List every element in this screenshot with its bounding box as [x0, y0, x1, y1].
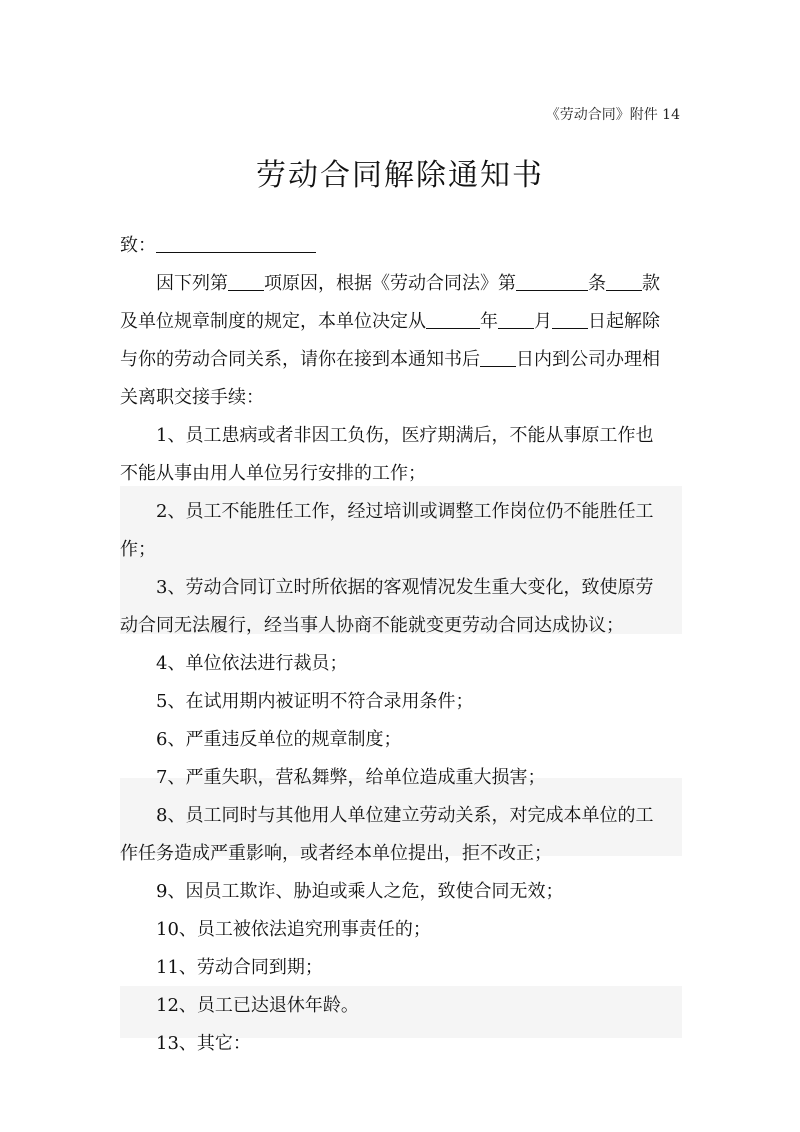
- intro-line-4: 关离职交接手续：: [120, 387, 264, 408]
- reason-item-8-cont: 作任务造成严重影响，或者经本单位提出，拒不改正；: [120, 843, 552, 864]
- article-blank[interactable]: [516, 272, 588, 291]
- reason-item-5: 5、在试用期内被证明不符合录用条件；: [156, 691, 474, 712]
- intro-text: 日内到公司办理相: [516, 349, 660, 370]
- intro-text: 条: [588, 273, 606, 294]
- intro-line-3: [120, 348, 680, 372]
- intro-text: 及单位规章制度的规定，本单位决定从: [120, 311, 426, 332]
- to-label: 致：: [120, 235, 156, 256]
- attachment-note: 《劳动合同》附件 14: [545, 107, 680, 123]
- reason-item-2-cont: 作；: [120, 539, 156, 560]
- reason-item-1: 1、员工患病或者非因工负伤，医疗期满后，不能从事原工作也: [156, 425, 654, 446]
- intro-text: 年: [480, 311, 498, 332]
- recipient-blank[interactable]: [156, 234, 316, 253]
- intro-text: 月: [534, 311, 552, 332]
- clause-blank[interactable]: [606, 272, 642, 291]
- reason-item-13: 13、其它：: [156, 1033, 251, 1054]
- reason-item-10: 10、员工被依法追究刑事责任的；: [156, 919, 431, 940]
- recipient-line: [120, 234, 680, 258]
- reason-item-3: 3、劳动合同订立时所依据的客观情况发生重大变化，致使原劳: [156, 577, 654, 598]
- reason-number-blank[interactable]: [228, 272, 264, 291]
- reason-item-6: 6、严重违反单位的规章制度；: [156, 729, 402, 750]
- intro-text: 款: [642, 273, 660, 294]
- intro-text: 项原因，根据《劳动合同法》第: [264, 273, 516, 294]
- intro-text: 因下列第: [156, 273, 228, 294]
- reason-item-11: 11、劳动合同到期；: [156, 957, 323, 978]
- reason-item-9: 9、因员工欺诈、胁迫或乘人之危，致使合同无效；: [156, 881, 564, 902]
- reason-item-7: 7、严重失职，营私舞弊，给单位造成重大损害；: [156, 767, 546, 788]
- reason-item-8: 8、员工同时与其他用人单位建立劳动关系，对完成本单位的工: [156, 805, 654, 826]
- intro-text: 与你的劳动合同关系，请你在接到本通知书后: [120, 349, 480, 370]
- intro-line-2: [120, 310, 680, 334]
- intro-line-1: [120, 272, 716, 296]
- reason-item-3-cont: 动合同无法履行，经当事人协商不能就变更劳动合同达成协议；: [120, 615, 624, 636]
- day-blank[interactable]: [552, 310, 588, 329]
- page-title: 劳动合同解除通知书: [256, 158, 544, 193]
- year-blank[interactable]: [426, 310, 480, 329]
- days-blank[interactable]: [480, 348, 516, 367]
- month-blank[interactable]: [498, 310, 534, 329]
- reason-item-1-cont: 不能从事由用人单位另行安排的工作；: [120, 463, 426, 484]
- reason-item-12: 12、员工已达退休年龄。: [156, 995, 359, 1016]
- reason-item-4: 4、单位依法进行裁员；: [156, 653, 348, 674]
- reason-item-2: 2、员工不能胜任工作，经过培训或调整工作岗位仍不能胜任工: [156, 501, 654, 522]
- intro-text: 日起解除: [588, 311, 660, 332]
